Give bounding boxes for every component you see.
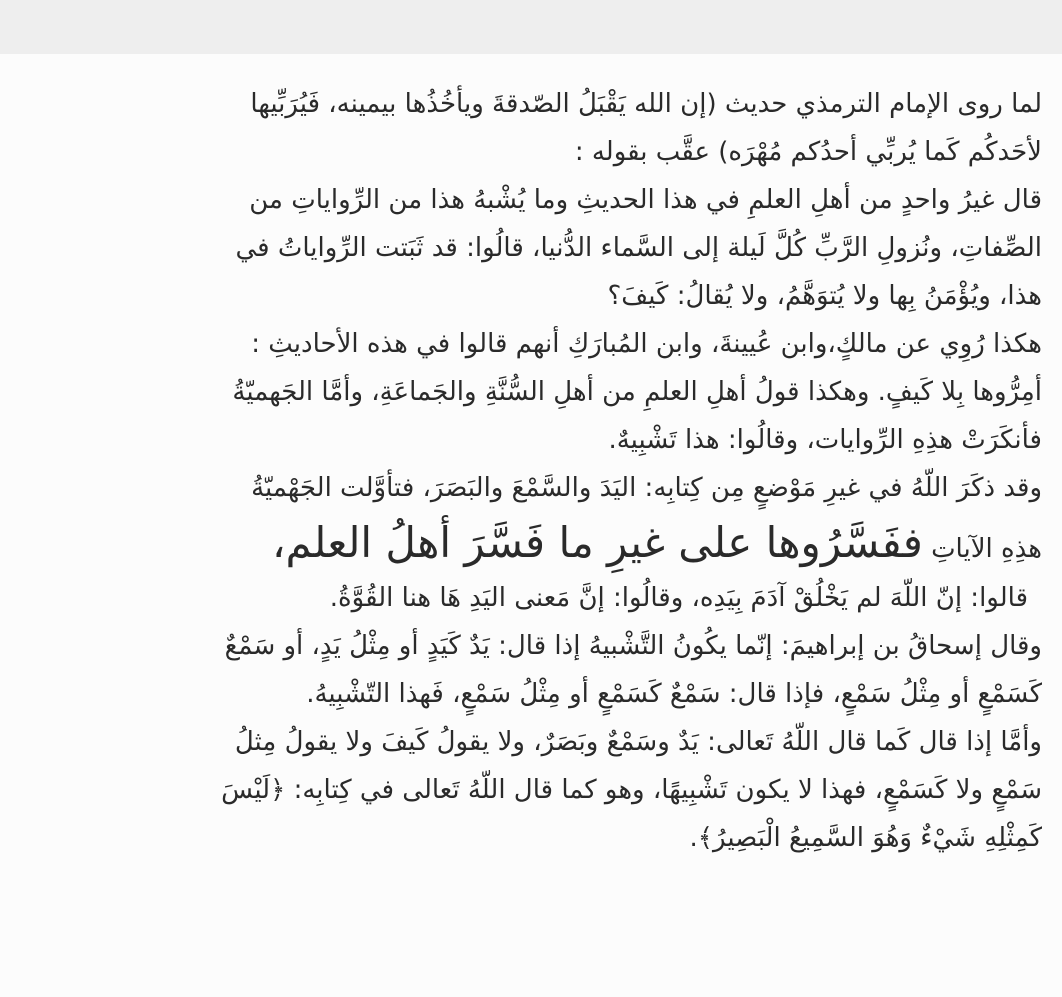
text-line: هكذا رُوِي عن مالكٍ،وابن عُيينةَ، وابن المُبارَكِ أنهم قالوا في هذه الأحاديثِ : xyxy=(251,329,1042,359)
text-line: هذا، ويُؤْمَنُ بِها ولا يُتوَهَّمُ، ولا يُقالُ: كَيفَ؟ xyxy=(607,281,1042,311)
text-line: لأحَدكُم كَما يُربِّي أحدُكم مُهْرَه) عقَّب بقوله : xyxy=(574,137,1042,167)
text-line: قال غيرُ واحدٍ من أهلِ العلمِ في هذا الحديثِ وما يُشْبهُ هذا من الرِّواياتِ من xyxy=(249,185,1042,215)
text-line: سَمْعٍ ولا كَسَمْعٍ، فهذا لا يكون تَشْبِيهًا، وهو كما قال اللّهُ تَعالى في كِتابِه: ﴿لَيْسَ xyxy=(221,775,1042,805)
text-line: وقد ذكَرَ اللّهُ في غيرِ مَوْضعٍ مِن كِتابِه: اليَدَ والسَّمْعَ والبَصَرَ، فتأوَّلت الجَهْميّةُ xyxy=(251,473,1042,503)
small-text: هذِهِ الآياتِ xyxy=(931,534,1042,564)
text-line: لما روى الإمام الترمذي حديث (إن الله يَقْبَلُ الصّدقةَ ويأخُذُها بيمينه، فَيُرَبِّيها xyxy=(250,89,1042,119)
text-line: قالوا: إنّ اللّهَ لم يَخْلُقْ آدَمَ بِيَدِه، وقالُوا: إنَّ مَعنى اليَدِ هَا هنا القُوَّةُ. xyxy=(329,583,1028,613)
large-emphasis-text: ففَسَّرُوها على غيرِ ما فَسَّرَ أهلُ العلم، xyxy=(271,518,923,567)
text-line: كَمِثْلِهِ شَيْءٌ وَهُوَ السَّمِيعُ الْبَصِيرُ﴾. xyxy=(689,823,1042,853)
text-line: وأمَّا إذا قال كَما قال اللّهُ تَعالى: يَدٌ وسَمْعٌ وبَصَرٌ، ولا يقولُ كَيفَ ولا يقولُ مِثلُ xyxy=(234,727,1042,757)
text-line: الصِّفاتِ، ونُزولِ الرَّبِّ كُلَّ لَيلة إلى السَّماء الدُّنيا، قالُوا: قد ثَبَتت الرِّواياتُ في xyxy=(235,233,1042,263)
text-line: كَسَمْعٍ أو مِثْلُ سَمْعٍ، فإذا قال: سَمْعٌ كَسَمْعٍ أو مِثْلُ سَمْعٍ، فَهذا التّشْبِيهُ. xyxy=(306,679,1042,709)
text-line: وقال إسحاقُ بن إبراهيمَ: إنّما يكُونُ التَّشْبيهُ إذا قال: يَدٌ كَيَدٍ أو مِثْلُ يَدٍ، أو سَمْعٌ xyxy=(224,631,1042,661)
text-line: فأنكَرَتْ هذِهِ الرِّوايات، وقالُوا: هذا تَشْبِيهٌ. xyxy=(608,425,1042,455)
top-bar xyxy=(0,0,1062,54)
article-text xyxy=(44,80,1042,862)
text-line: أمِرُّوها بِلا كَيفٍ. وهكذا قولُ أهلِ العلمِ من أهلِ السُّنَّةِ والجَماعَةِ، وأمَّا الجَهميّةُ xyxy=(232,377,1042,407)
mixed-size-line xyxy=(44,512,1042,574)
